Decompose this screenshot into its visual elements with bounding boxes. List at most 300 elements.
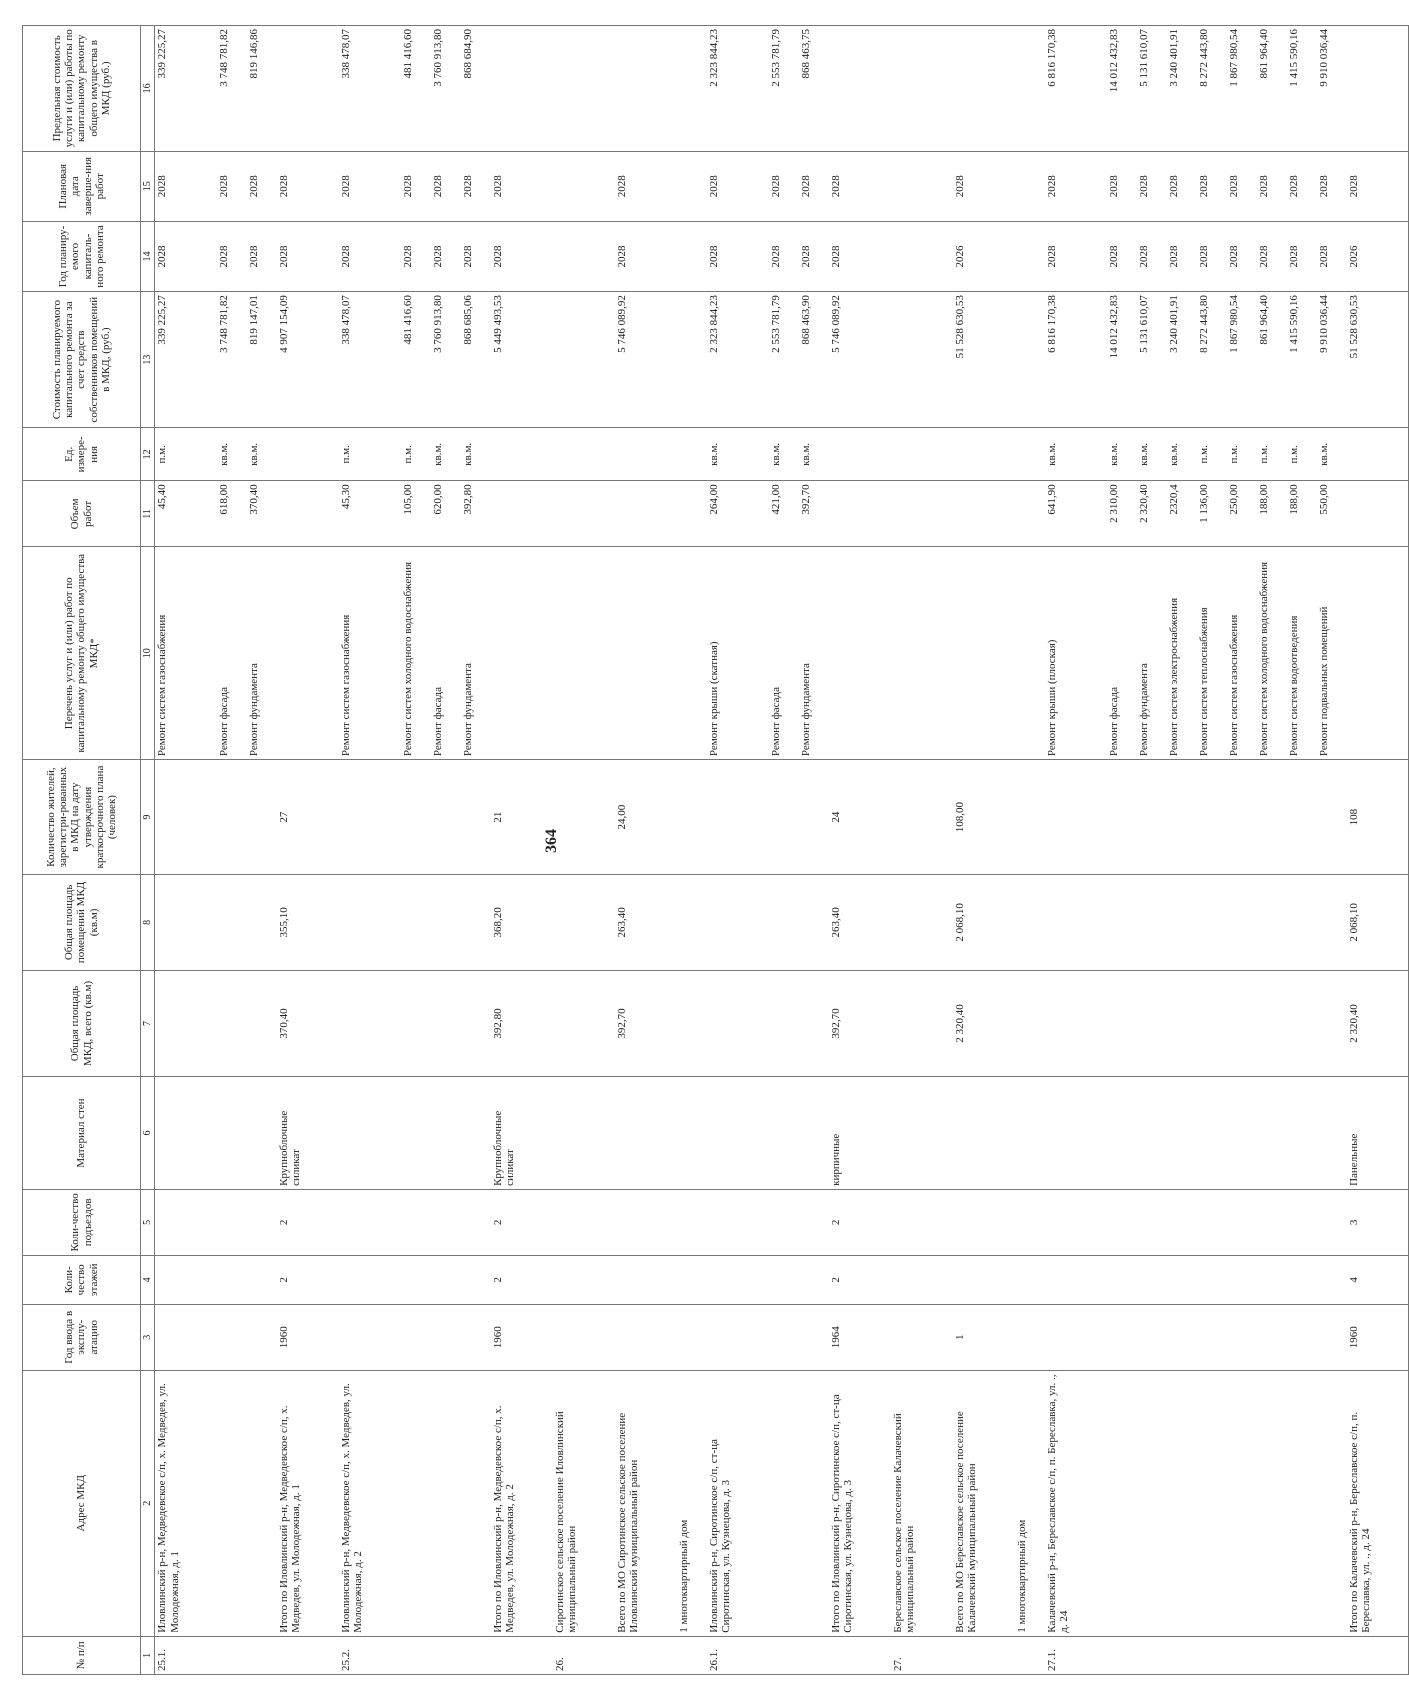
table-cell [1317, 1304, 1347, 1370]
table-cell [953, 547, 1015, 760]
table-cell [677, 1255, 707, 1304]
table-cell [401, 760, 431, 875]
table-cell: 24 [829, 760, 891, 875]
table-row [953, 26, 1015, 1675]
table-cell: 27 [277, 760, 339, 875]
table-cell: 2028 [431, 151, 461, 221]
table-cell: 2 [491, 1189, 553, 1255]
table-cell [553, 481, 615, 547]
column-header: Адрес МКД [23, 1370, 141, 1636]
table-cell [677, 1077, 707, 1190]
table-cell: 2028 [799, 221, 829, 291]
table-cell: 3 748 781,82 [217, 292, 247, 428]
table-cell: кв.м. [431, 428, 461, 481]
table-cell: 2028 [707, 221, 769, 291]
table-row [217, 26, 247, 1675]
table-cell [1287, 1077, 1317, 1190]
table-cell: 481 416,60 [401, 292, 431, 428]
table-cell: 1 многоквартирный дом [1015, 1370, 1045, 1636]
table-cell [707, 760, 769, 875]
table-cell [1045, 1304, 1107, 1370]
table-cell: 2 068,10 [953, 875, 1015, 971]
table-row [553, 26, 615, 1675]
table-cell [491, 26, 553, 152]
table-cell [707, 875, 769, 971]
table-cell: 2028 [461, 221, 491, 291]
table-cell [1015, 875, 1045, 971]
table-cell: 2028 [953, 151, 1015, 221]
table-cell: 2 320,40 [1347, 970, 1409, 1076]
table-cell [247, 1077, 277, 1190]
table-cell: Ремонт фундамента [1137, 547, 1167, 760]
table-cell [829, 547, 891, 760]
table-cell: Панельные [1347, 1077, 1409, 1190]
table-cell: 2028 [1257, 221, 1287, 291]
table-cell [1167, 1304, 1197, 1370]
column-header: Предельная стоимость услуги и (или) работы по капитальному ремонту общего имущества в МКД (руб.) [23, 26, 141, 152]
table-cell: 2028 [1045, 151, 1107, 221]
table-cell: 2026 [953, 221, 1015, 291]
table-cell [953, 481, 1015, 547]
table-cell [891, 428, 953, 481]
table-cell [677, 481, 707, 547]
table-cell [401, 1370, 431, 1636]
table-cell: 6 816 170,38 [1045, 292, 1107, 428]
table-cell [217, 875, 247, 971]
table-cell [1317, 1370, 1347, 1636]
table-cell [769, 1255, 799, 1304]
table-row [1287, 26, 1317, 1675]
table-cell [891, 547, 953, 760]
table-cell: 1960 [1347, 1304, 1409, 1370]
table-cell [615, 1304, 677, 1370]
table-cell: 2028 [799, 151, 829, 221]
table-cell [799, 760, 829, 875]
table-cell [1287, 1304, 1317, 1370]
table-cell: 9 910 036,44 [1317, 292, 1347, 428]
table-cell [217, 1189, 247, 1255]
table-row [769, 26, 799, 1675]
table-cell: 2028 [155, 221, 217, 291]
table-cell [1197, 1304, 1227, 1370]
table-cell [1257, 1077, 1287, 1190]
table-cell [1137, 1077, 1167, 1190]
table-cell [247, 970, 277, 1076]
table-cell: 2028 [1287, 151, 1317, 221]
table-cell [615, 26, 677, 152]
rotated-page [22, 15, 1372, 1675]
table-cell [1015, 970, 1045, 1076]
table-cell [1197, 1189, 1227, 1255]
table-cell [1287, 1189, 1317, 1255]
table-cell [953, 1189, 1015, 1255]
table-cell: 338 478,07 [339, 292, 401, 428]
table-cell [1167, 1077, 1197, 1190]
table-cell [799, 875, 829, 971]
table-cell [431, 1255, 461, 1304]
table-cell: 8 272 443,80 [1197, 292, 1227, 428]
table-cell [401, 970, 431, 1076]
table-cell: п.м. [339, 428, 401, 481]
column-number: 6 [141, 1077, 155, 1190]
table-cell [1015, 1636, 1045, 1674]
table-cell: 368,20 [491, 875, 553, 971]
table-cell [1045, 1255, 1107, 1304]
table-cell: 2028 [277, 151, 339, 221]
column-header: Плановая дата заверше-ния работ [23, 151, 141, 221]
table-row [1167, 26, 1197, 1675]
column-number-row [141, 26, 155, 1675]
table-cell [799, 970, 829, 1076]
table-cell [1015, 26, 1045, 152]
table-cell: Ремонт систем холодного водоснабжения [401, 547, 431, 760]
table-cell: 264,00 [707, 481, 769, 547]
table-cell [1015, 1255, 1045, 1304]
table-cell [799, 1370, 829, 1636]
table-cell [277, 547, 339, 760]
table-cell [1287, 970, 1317, 1076]
table-cell [461, 1370, 491, 1636]
table-cell: 861 964,40 [1257, 292, 1287, 428]
table-cell: 4 907 154,09 [277, 292, 339, 428]
table-cell [553, 221, 615, 291]
table-cell: Сиротинское сельское поселение Иловлинский муниципальный район [553, 1370, 615, 1636]
table-cell: 5 449 493,53 [491, 292, 553, 428]
table-cell [1227, 1255, 1257, 1304]
table-cell: кв.м. [247, 428, 277, 481]
table-cell: 2028 [431, 221, 461, 291]
table-cell [707, 970, 769, 1076]
table-cell [339, 1255, 401, 1304]
table-cell [553, 547, 615, 760]
table-cell: Ремонт систем газоснабжения [155, 547, 217, 760]
table-cell [1107, 1304, 1137, 1370]
table-cell [1137, 970, 1167, 1076]
table-cell [1045, 970, 1107, 1076]
table-cell [615, 1189, 677, 1255]
table-cell [891, 1077, 953, 1190]
table-cell: 2028 [339, 221, 401, 291]
table-cell: кв.м. [1137, 428, 1167, 481]
table-cell [1107, 970, 1137, 1076]
table-cell [461, 1304, 491, 1370]
table-cell [553, 1189, 615, 1255]
table-cell [247, 1370, 277, 1636]
table-cell [461, 1189, 491, 1255]
table-cell: кв.м. [1107, 428, 1137, 481]
table-cell [277, 481, 339, 547]
table-cell [401, 1189, 431, 1255]
table-cell: 5 746 089,92 [615, 292, 677, 428]
table-cell [155, 1077, 217, 1190]
table-cell [891, 481, 953, 547]
table-cell [891, 221, 953, 291]
table-cell [1015, 428, 1045, 481]
table-cell [1167, 1255, 1197, 1304]
table-cell: кв.м. [1167, 428, 1197, 481]
table-cell: Крупноблочные силикат [277, 1077, 339, 1190]
table-cell [1137, 760, 1167, 875]
table-cell: Ремонт фасада [1107, 547, 1137, 760]
table-cell [677, 875, 707, 971]
table-cell [1317, 1077, 1347, 1190]
table-cell [1045, 1189, 1107, 1255]
table-cell: 861 964,40 [1257, 26, 1287, 152]
table-cell [339, 1304, 401, 1370]
table-cell: 27.1. [1045, 1636, 1107, 1674]
table-cell: Ремонт систем водоотведения [1287, 547, 1317, 760]
table-cell [155, 875, 217, 971]
table-cell: 2320,4 [1167, 481, 1197, 547]
table-cell [217, 1255, 247, 1304]
table-cell [1257, 760, 1287, 875]
column-number: 3 [141, 1304, 155, 1370]
table-cell [217, 1370, 247, 1636]
table-cell [1137, 1255, 1167, 1304]
table-cell [1317, 970, 1347, 1076]
table-cell: Иловлинский р-н, Сиротинское с/п, ст-ца Сиротинская, ул. Кузнецова, д. 3 [707, 1370, 769, 1636]
table-cell: 1960 [277, 1304, 339, 1370]
table-row [1137, 26, 1167, 1675]
table-cell: кв.м. [707, 428, 769, 481]
table-row [247, 26, 277, 1675]
table-cell [1167, 1636, 1197, 1674]
table-cell [1107, 1636, 1137, 1674]
column-header: Ед. измере-ния [23, 428, 141, 481]
table-cell [677, 1189, 707, 1255]
table-cell: п.м. [1287, 428, 1317, 481]
table-cell: 2028 [1107, 151, 1137, 221]
table-cell: 1964 [829, 1304, 891, 1370]
table-cell [461, 875, 491, 971]
table-cell [1257, 970, 1287, 1076]
table-cell: Ремонт систем газоснабжения [339, 547, 401, 760]
column-number: 9 [141, 760, 155, 875]
table-cell [553, 760, 615, 875]
table-cell [829, 428, 891, 481]
table-cell: 2 310,00 [1107, 481, 1137, 547]
table-cell [829, 26, 891, 152]
table-cell: 5 131 610,07 [1137, 26, 1167, 152]
table-cell [1197, 970, 1227, 1076]
table-cell: 1 [953, 1304, 1015, 1370]
table-cell: 819 146,86 [247, 26, 277, 152]
table-cell [677, 428, 707, 481]
table-cell [1045, 760, 1107, 875]
table-cell [553, 1077, 615, 1190]
table-cell: 370,40 [277, 970, 339, 1076]
table-cell [677, 1304, 707, 1370]
table-cell: 2028 [1287, 221, 1317, 291]
table-cell [1227, 1304, 1257, 1370]
table-cell [891, 151, 953, 221]
table-cell: 2 [277, 1189, 339, 1255]
table-cell: 24,00 [615, 760, 677, 875]
table-cell [553, 428, 615, 481]
table-cell: 392,80 [461, 481, 491, 547]
column-number: 8 [141, 875, 155, 971]
table-cell: 2028 [1167, 221, 1197, 291]
table-row [1015, 26, 1045, 1675]
table-row [431, 26, 461, 1675]
table-cell [1257, 1189, 1287, 1255]
table-cell [891, 1189, 953, 1255]
table-cell: п.м. [401, 428, 431, 481]
table-cell: Береславское сельское поселение Калачевский муниципальный район [891, 1370, 953, 1636]
table-cell: 339 225,27 [155, 26, 217, 152]
table-cell: Ремонт систем холодного водоснабжения [1257, 547, 1287, 760]
table-cell: 392,70 [829, 970, 891, 1076]
table-cell [1347, 428, 1409, 481]
table-cell [1287, 1370, 1317, 1636]
table-cell [769, 1370, 799, 1636]
table-cell: 618,00 [217, 481, 247, 547]
table-row [707, 26, 769, 1675]
table-cell: 819 147,01 [247, 292, 277, 428]
table-row [1227, 26, 1257, 1675]
table-cell [615, 1077, 677, 1190]
table-cell [1287, 1636, 1317, 1674]
table-row [1107, 26, 1137, 1675]
table-cell: 392,80 [491, 970, 553, 1076]
table-cell [1257, 1304, 1287, 1370]
table-cell: 2028 [707, 151, 769, 221]
table-cell [677, 151, 707, 221]
table-cell: 2 553 781,79 [769, 292, 799, 428]
table-cell: 641,90 [1045, 481, 1107, 547]
table-cell [615, 547, 677, 760]
table-cell [155, 1255, 217, 1304]
table-cell [769, 760, 799, 875]
column-number: 7 [141, 970, 155, 1076]
table-cell [1287, 875, 1317, 971]
table-cell [155, 1189, 217, 1255]
table-cell [1227, 970, 1257, 1076]
table-cell: 392,70 [615, 970, 677, 1076]
table-cell: 2028 [339, 151, 401, 221]
table-cell [431, 1077, 461, 1190]
table-cell [1015, 292, 1045, 428]
table-cell [1167, 1189, 1197, 1255]
table-cell [247, 1255, 277, 1304]
table-cell: 2028 [1045, 221, 1107, 291]
table-cell: 188,00 [1287, 481, 1317, 547]
table-cell [401, 1077, 431, 1190]
table-row [1257, 26, 1287, 1675]
table-cell: кв.м. [1317, 428, 1347, 481]
table-cell: 3 240 401,91 [1167, 292, 1197, 428]
column-number: 13 [141, 292, 155, 428]
table-cell [553, 151, 615, 221]
table-cell [1015, 1189, 1045, 1255]
table-cell: 2028 [491, 151, 553, 221]
table-cell: 2 320,40 [1137, 481, 1167, 547]
table-cell [553, 970, 615, 1076]
column-number: 10 [141, 547, 155, 760]
table-cell: 21 [491, 760, 553, 875]
table-cell: 1 136,00 [1197, 481, 1227, 547]
table-cell [1197, 760, 1227, 875]
table-cell: Итого по Иловлинский р-н, Медведевское с/п, х. Медведев, ул. Молодежная, д. 2 [491, 1370, 553, 1636]
table-cell: 25.2. [339, 1636, 401, 1674]
column-number: 4 [141, 1255, 155, 1304]
table-cell: Ремонт подвальных помещений [1317, 547, 1347, 760]
column-number: 1 [141, 1636, 155, 1674]
table-cell [707, 1304, 769, 1370]
table-cell: Ремонт крыши (скатная) [707, 547, 769, 760]
table-cell [1227, 1370, 1257, 1636]
column-header: Коли-чество подъездов [23, 1189, 141, 1255]
table-cell [1287, 760, 1317, 875]
table-cell [1015, 1077, 1045, 1190]
table-cell: Ремонт систем газоснабжения [1227, 547, 1257, 760]
table-cell: 51 528 630,53 [1347, 292, 1409, 428]
table-cell [615, 1255, 677, 1304]
table-cell: Иловлинский р-н, Медведевское с/п, х. Медведев, ул. Молодежная, д. 1 [155, 1370, 217, 1636]
table-cell: 338 478,07 [339, 26, 401, 152]
table-cell [553, 26, 615, 152]
table-cell: 14 012 432,83 [1107, 292, 1137, 428]
table-row [799, 26, 829, 1675]
table-cell [891, 1304, 953, 1370]
table-cell [339, 1189, 401, 1255]
table-cell: 2028 [217, 221, 247, 291]
table-cell: 2028 [491, 221, 553, 291]
column-header: Материал стен [23, 1077, 141, 1190]
table-cell: п.м. [1227, 428, 1257, 481]
table-cell: 2028 [1137, 151, 1167, 221]
table-cell [615, 481, 677, 547]
table-cell [677, 760, 707, 875]
table-row [1317, 26, 1347, 1675]
table-cell [1137, 1304, 1167, 1370]
table-cell: кв.м. [1045, 428, 1107, 481]
table-cell: 2028 [1197, 221, 1227, 291]
table-cell: 1 867 980,54 [1227, 26, 1257, 152]
table-cell: 2028 [217, 151, 247, 221]
table-cell: 105,00 [401, 481, 431, 547]
table-cell [401, 1255, 431, 1304]
table-cell [1227, 875, 1257, 971]
table-cell: 2028 [247, 151, 277, 221]
table-cell: 370,40 [247, 481, 277, 547]
table-cell: кв.м. [799, 428, 829, 481]
column-header: Объем работ [23, 481, 141, 547]
table-cell: 2028 [1317, 151, 1347, 221]
table-cell [431, 970, 461, 1076]
table-cell: 339 225,27 [155, 292, 217, 428]
table-cell: 2028 [769, 151, 799, 221]
table-cell [799, 1077, 829, 1190]
table-cell: 51 528 630,53 [953, 292, 1015, 428]
table-cell [1197, 875, 1227, 971]
table-cell: кв.м. [461, 428, 491, 481]
table-row [339, 26, 401, 1675]
table-cell [1107, 1255, 1137, 1304]
table-cell [431, 1189, 461, 1255]
table-cell: 392,70 [799, 481, 829, 547]
table-cell: Ремонт систем электроснабжения [1167, 547, 1197, 760]
table-cell [1227, 1636, 1257, 1674]
table-cell [217, 1304, 247, 1370]
table-cell [1015, 547, 1045, 760]
table-cell: 263,40 [829, 875, 891, 971]
column-number: 16 [141, 26, 155, 152]
table-cell: кв.м. [769, 428, 799, 481]
table-cell [1167, 760, 1197, 875]
table-row [277, 26, 339, 1675]
table-cell: 188,00 [1257, 481, 1287, 547]
